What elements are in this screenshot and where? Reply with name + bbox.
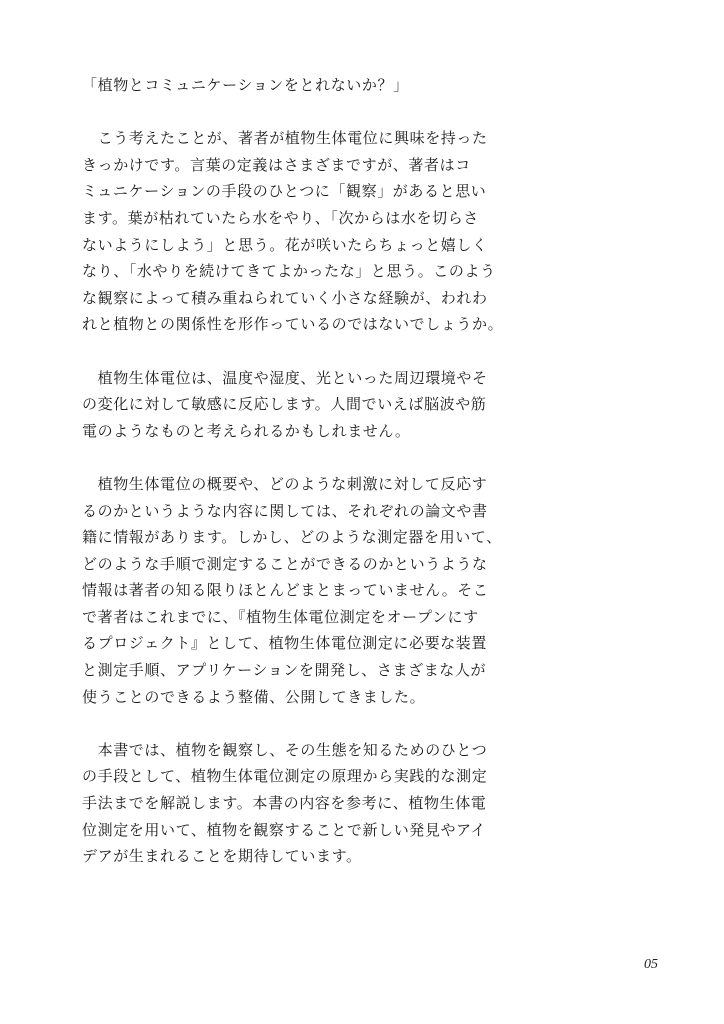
text-line: るのかというような内容に関しては、それぞれの論文や書	[82, 501, 488, 520]
text-line: 植物生体電位は、温度や湿度、光といった周辺環境やそ	[82, 368, 488, 387]
text-line: どのような手順で測定することができるのかというような	[82, 554, 488, 573]
text-line: 植物生体電位の概要や、どのような刺激に対して反応す	[82, 474, 488, 493]
heading-quote: 「植物とコミュニケーションをとれないか？」	[82, 76, 409, 94]
text-line: な観察によって積み重ねられていく小さな経験が、われわ	[82, 288, 488, 307]
text-line: れと植物との関係性を形作っているのではないでしょうか。	[82, 315, 504, 334]
text-line: 籍に情報があります。しかし、どのような測定器を用いて、	[82, 528, 502, 547]
text-line: と測定手順、アプリケーションを開発し、さまざまな人が	[82, 661, 487, 680]
text-line: るプロジェクト』として、植物生体電位測定に必要な装置	[82, 634, 488, 653]
text-line: の変化に対して敏感に反応します。人間でいえば脳波や筋	[82, 395, 487, 414]
text-line: で著者はこれまでに、『植物生体電位測定をオープンにす	[82, 607, 479, 626]
paragraph-gap	[82, 444, 522, 471]
text-line: 位測定を用いて、植物を観察することで新しい発見やアイ	[82, 820, 486, 839]
body-text	[82, 72, 522, 870]
text-line: 手法までを解説します。本書の内容を参考に、植物生体電	[82, 794, 487, 813]
text-line: こう考えたことが、著者が植物生体電位に興味を持った	[82, 129, 488, 148]
text-line: 使うことのできるよう整備、公開してきました。	[82, 687, 426, 706]
text-line: ないようにしよう」と思う。花が咲いたらちょっと嬉しく	[82, 235, 488, 254]
text-line: きっかけです。言葉の定義はさまざまですが、著者はコ	[82, 155, 471, 174]
text-line: デアが生まれることを期待しています。	[82, 847, 362, 866]
text-line: 情報は著者の知る限りほとんどまとまっていません。そこ	[82, 581, 489, 600]
text-line: 電のようなものと考えられるかもしれません。	[82, 421, 411, 440]
paragraph-gap	[82, 710, 522, 737]
page-number: 05	[644, 957, 658, 972]
text-line: なり、「水やりを続けてきてよかったな」と思う。このよう	[82, 262, 496, 281]
paragraph-gap	[82, 99, 522, 126]
text-line: の手段として、植物生体電位測定の原理から実践的な測定	[82, 767, 488, 786]
text-line: ます。葉が枯れていたら水をやり、「次からは水を切らさ	[82, 208, 479, 227]
text-line: ミュニケーションの手段のひとつに「観察」があると思い	[82, 182, 487, 201]
text-line: 本書では、植物を観察し、その生態を知るためのひとつ	[82, 740, 488, 759]
paragraph-gap	[82, 338, 522, 365]
